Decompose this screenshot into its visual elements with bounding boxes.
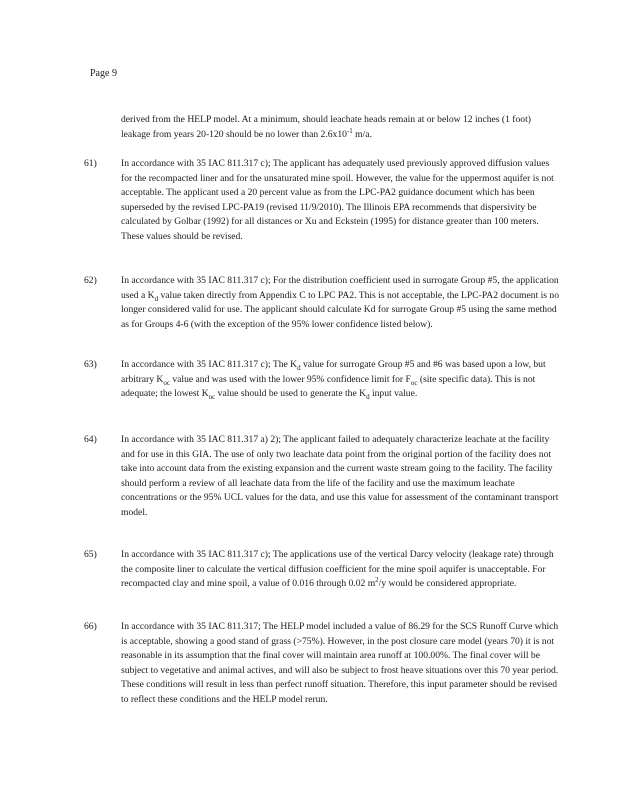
item-text: In accordance with 35 IAC 811.317 c); The applications use of the vertical Darcy velocity (leakage rate) through the composite liner to calculate the vertical diffusion coefficient for the mine spoil aquifer is unacceptable. For recompacted clay and mine spoil, a value of 0.016 through 0.02 $m^2/y$ would be considered appropriate.: [121, 549, 554, 590]
comment-item-65: [84, 548, 570, 592]
item-text: In accordance with 35 IAC 811.317 c); The applicant has adequately used previously approved diffusion values for the recompacted liner and for the unsaturated mine spoil. However, the value for the uppermost aquifer is not acceptable. The applicant used a 20 percent value as from the LPC-PA2 guidance document which has been superseded by the revised LPC-PA19 (revised 11/9/2010). The Illinois EPA recommends that dispersivity be calculated by Golbar (1992) for all distances or Xu and Eckstein (1995) for distance greater than 100 meters. These values should be revised.: [121, 158, 554, 242]
item-number: 62): [84, 275, 97, 286]
continued-paragraph: [121, 113, 561, 142]
item-text: In accordance with 35 IAC 811.317 a) 2); The applicant failed to adequately characterize leachate at the facility and for use in this GIA. The use of only two leachate data point from the original portion of the facility does not take into account data from the existing expansion and the current waste stream going to the facility. The facility should perform a review of all leachate data from the life of the facility and use the maximum leachate concentrations or the 95% UCL values for the data, and use this value for assessment of the contaminant transport model.: [121, 434, 559, 518]
comment-item-63: [84, 358, 570, 402]
item-text: In accordance with 35 IAC 811.317 c); For the distribution coefficient used in surrogate Group #5, the application used a $K_d$ value taken directly from Appendix C to LPC PA2. This is not acceptable, the LPC-PA2 document is no longer considered valid for use. The applicant should calculate Kd for surrogate Group #5 using the same method as for Groups 4-6 (with the exception of the 95% lower confidence listed below).: [121, 275, 560, 330]
item-number: 64): [84, 434, 97, 445]
comment-item-61: [84, 157, 570, 245]
item-number: 63): [84, 359, 97, 370]
item-text: In accordance with 35 IAC 811.317 c); The $K_d$ value for surrogate Group #5 and #6 was based upon a low, but arbitrary $K_{oc}$ value and was used with the lower 95% confidence limit for $F_{oc}$ (site specific data). This is not adequate; the lowest $K_{oc}$ value should be used to generate the $K_d$ input value.: [121, 359, 546, 402]
item-number: 65): [84, 549, 97, 560]
paragraph-text: derived from the HELP model. At a minimum, should leachate heads remain at or below 12 inches (1 foot) leakage from years 20-120 should be no lower than $2.6x10^{-1}$ m/a.: [121, 114, 531, 140]
comment-item-64: [84, 433, 570, 521]
item-number: 66): [84, 621, 97, 632]
item-number: 61): [84, 158, 97, 169]
comment-item-62: [84, 274, 570, 332]
comment-item-66: [84, 620, 570, 708]
page-number: Page 9: [90, 68, 117, 79]
item-text: In accordance with 35 IAC 811.317; The HELP model included a value of 86.29 for the SCS Runoff Curve which is acceptable, showing a good stand of grass (>75%). However, in the post closure care model (years 70) it is not reasonable in its assumption that the final cover will maintain area runoff at 100.00%. The final cover will be subject to vegetative and animal actives, and will also be subject to frost heave situations over this 70 year period. These conditions will result in less than perfect runoff situation. Therefore, this input parameter should be revised to reflect these conditions and the HELP model rerun.: [121, 621, 559, 705]
